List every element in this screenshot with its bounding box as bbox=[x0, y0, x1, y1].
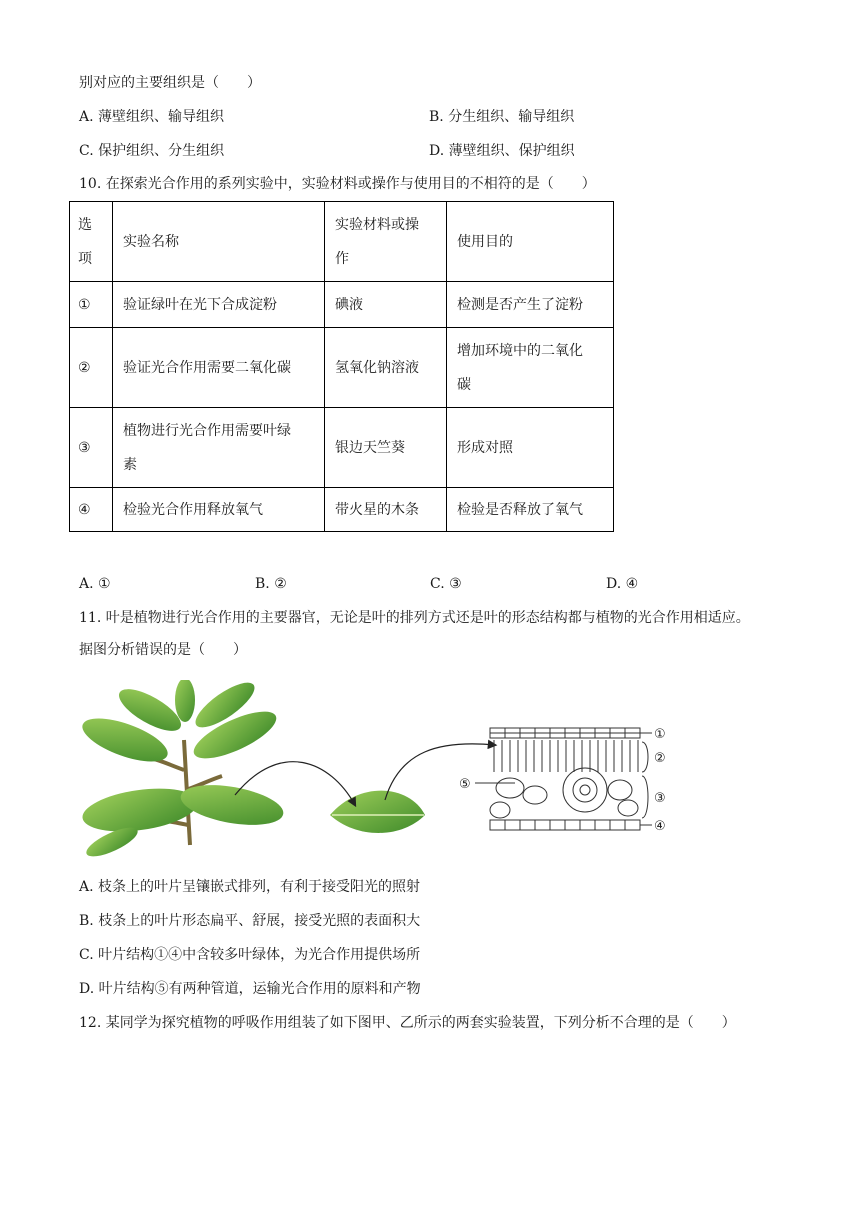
row2-material: 氢氧化钠溶液 bbox=[325, 328, 447, 408]
arrow-leaf-to-section bbox=[385, 744, 495, 800]
row3-name-line1: 植物进行光合作用需要叶绿 bbox=[123, 422, 291, 439]
row2-name: 验证光合作用需要二氧化碳 bbox=[113, 328, 325, 408]
q9-option-a[interactable]: A. 薄壁组织、输导组织 bbox=[79, 109, 225, 125]
label-5: ⑤ bbox=[459, 777, 471, 792]
label-2: ② bbox=[654, 751, 666, 766]
header-option bbox=[70, 202, 113, 282]
row3-option: ③ bbox=[70, 408, 113, 488]
label-3: ③ bbox=[654, 791, 666, 806]
q10-option-d[interactable]: D. ④ bbox=[606, 576, 639, 592]
q12-stem: 12. 某同学为探究植物的呼吸作用组装了如下图甲、乙所示的两套实验装置，下列分析不合理的是（ ） bbox=[79, 1015, 736, 1031]
q11-option-a[interactable]: A. 枝条上的叶片呈镶嵌式排列，有利于接受阳光的照射 bbox=[79, 879, 421, 895]
q9-option-c[interactable]: C. 保护组织、分生组织 bbox=[79, 143, 225, 159]
table-header-row bbox=[70, 202, 614, 282]
row4-material: 带火星的木条 bbox=[325, 488, 447, 532]
row1-purpose: 检测是否产生了淀粉 bbox=[447, 282, 614, 328]
q11-option-d[interactable]: D. 叶片结构⑤有两种管道，运输光合作用的原料和产物 bbox=[79, 981, 421, 997]
header-purpose: 使用目的 bbox=[447, 202, 614, 282]
header-experiment-name: 实验名称 bbox=[113, 202, 325, 282]
row3-name bbox=[113, 408, 325, 488]
row3-material: 银边天竺葵 bbox=[325, 408, 447, 488]
header-material-line1: 实验材料或操 bbox=[335, 216, 419, 233]
q9-stem-continuation: 别对应的主要组织是（ ） bbox=[79, 75, 261, 91]
label-4: ④ bbox=[654, 819, 666, 834]
row3-purpose: 形成对照 bbox=[447, 408, 614, 488]
header-material-line2: 作 bbox=[335, 250, 349, 267]
q11-option-b[interactable]: B. 枝条上的叶片形态扁平、舒展，接受光照的表面积大 bbox=[79, 913, 421, 929]
row3-name-line2: 素 bbox=[123, 456, 137, 473]
q10-stem: 10. 在探索光合作用的系列实验中，实验材料或操作与使用目的不相符的是（ ） bbox=[79, 176, 596, 192]
q11-stem-line1: 11. 叶是植物进行光合作用的主要器官，无论是叶的排列方式还是叶的形态结构都与植物的光合作用相适应。 bbox=[79, 610, 750, 626]
q9-option-d[interactable]: D. 薄壁组织、保护组织 bbox=[429, 143, 575, 159]
q9-option-b[interactable]: B. 分生组织、输导组织 bbox=[429, 109, 575, 125]
header-option-line1: 选 bbox=[78, 216, 92, 233]
header-material bbox=[325, 202, 447, 282]
single-leaf-illustration bbox=[330, 791, 425, 833]
row4-purpose: 检验是否释放了氧气 bbox=[447, 488, 614, 532]
table-row bbox=[70, 328, 614, 408]
q10-option-c[interactable]: C. ③ bbox=[430, 576, 462, 592]
row2-option: ② bbox=[70, 328, 113, 408]
q11-option-c[interactable]: C. 叶片结构①④中含较多叶绿体，为光合作用提供场所 bbox=[79, 947, 421, 963]
header-option-line2: 项 bbox=[78, 250, 92, 267]
branch-illustration bbox=[77, 680, 286, 860]
q10-experiment-table bbox=[69, 201, 614, 532]
row1-option: ① bbox=[70, 282, 113, 328]
q11-leaf-figure bbox=[0, 680, 860, 860]
row1-material: 碘液 bbox=[325, 282, 447, 328]
table-row bbox=[70, 282, 614, 328]
label-1: ① bbox=[654, 727, 666, 742]
row4-option: ④ bbox=[70, 488, 113, 532]
row1-name: 验证绿叶在光下合成淀粉 bbox=[113, 282, 325, 328]
row2-purpose-line1: 增加环境中的二氧化 bbox=[457, 342, 583, 359]
q10-option-a[interactable]: A. ① bbox=[79, 576, 111, 592]
row2-purpose-line2: 碳 bbox=[457, 376, 471, 393]
row4-name: 检验光合作用释放氧气 bbox=[113, 488, 325, 532]
row2-purpose bbox=[447, 328, 614, 408]
q11-stem-line2: 据图分析错误的是（ ） bbox=[79, 642, 247, 658]
leaf-cross-section bbox=[475, 728, 652, 830]
table-row bbox=[70, 488, 614, 532]
q10-option-b[interactable]: B. ② bbox=[255, 576, 287, 592]
table-row bbox=[70, 408, 614, 488]
